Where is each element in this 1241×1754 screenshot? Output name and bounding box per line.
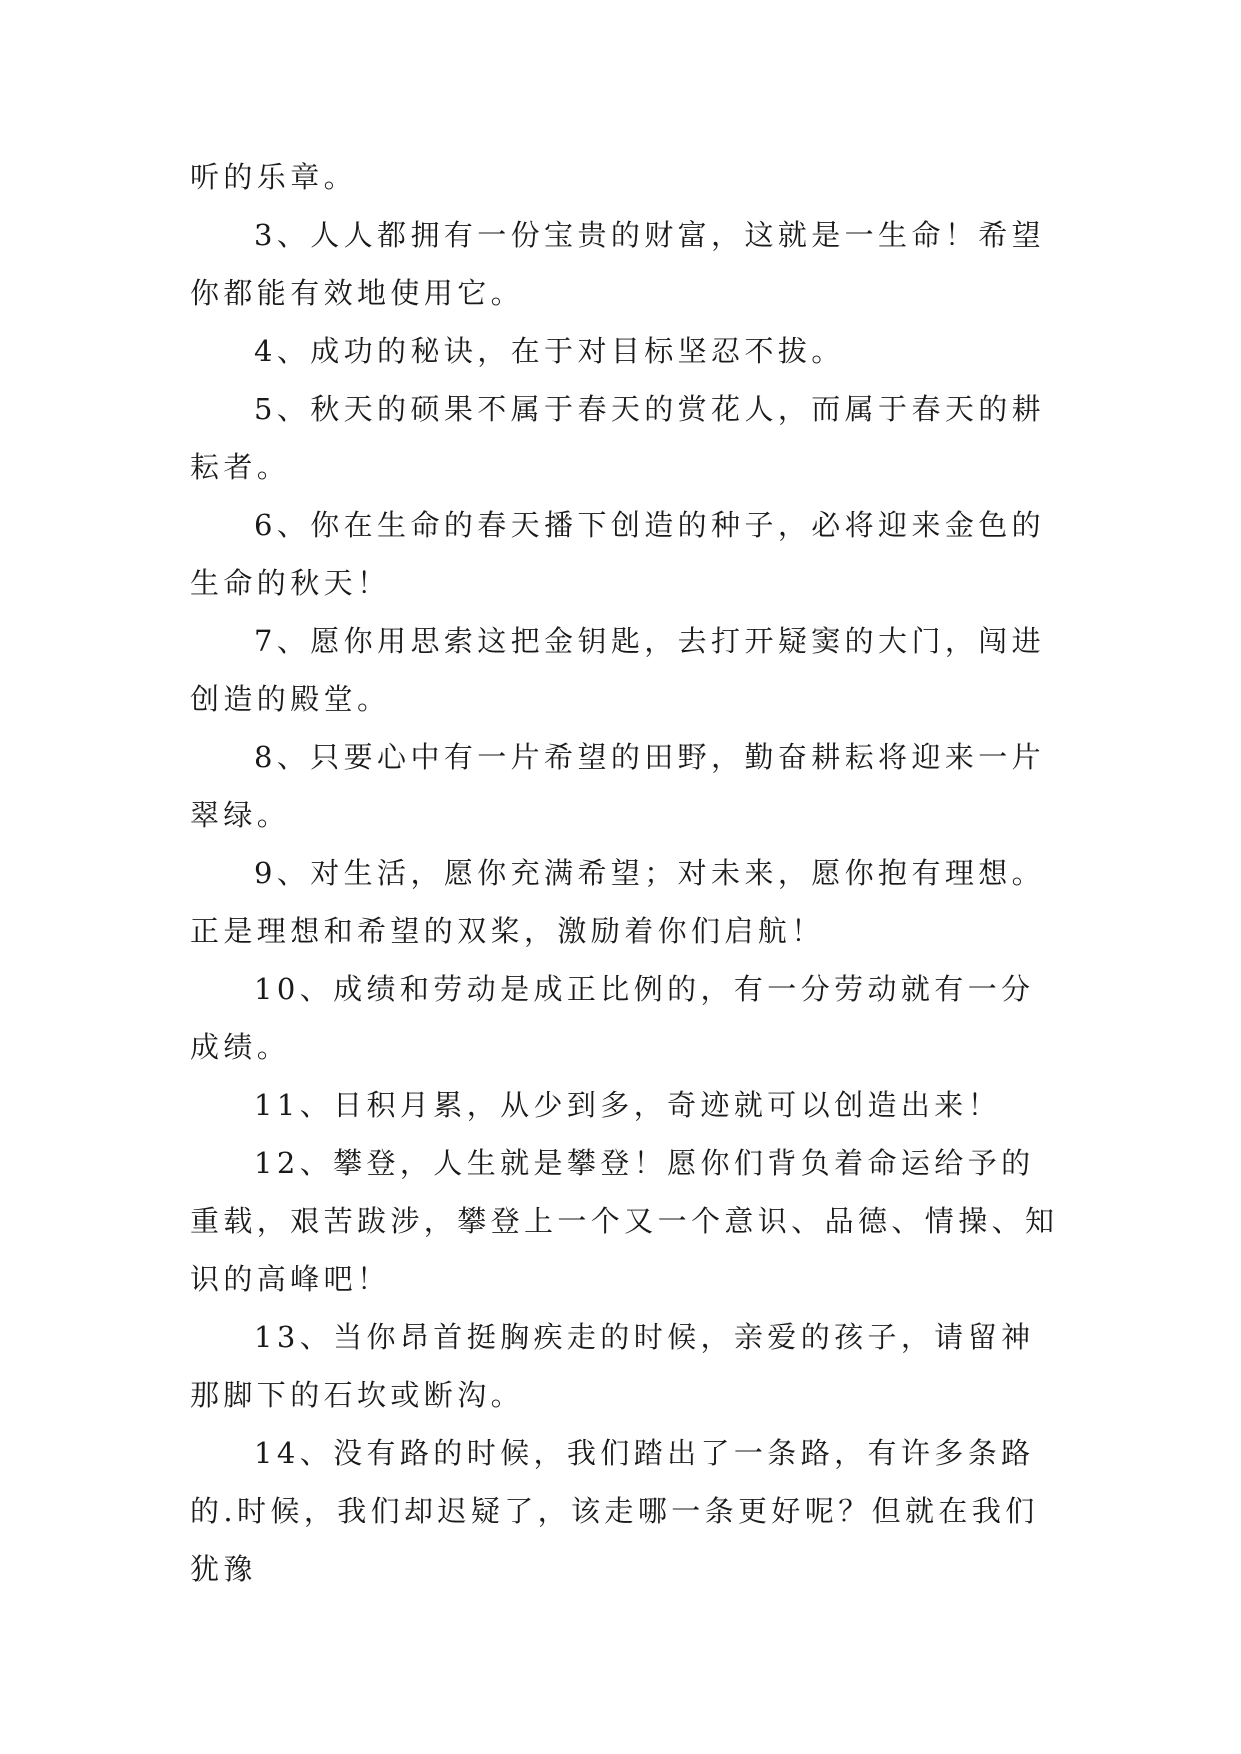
- paragraph-1: 听的乐章。: [190, 160, 358, 194]
- paragraph-6: 7、愿你用思索这把金钥匙，去打开疑窦的大门，闯进创造的殿堂。: [190, 624, 1046, 716]
- paragraph-4: 5、秋天的硕果不属于春天的赏花人，而属于春天的耕耘者。: [190, 392, 1046, 484]
- paragraph-12: 13、当你昂首挺胸疾走的时候，亲爱的孩子，请留神那脚下的石坎或断沟。: [190, 1320, 1035, 1412]
- paragraph-5: 6、你在生命的春天播下创造的种子，必将迎来金色的生命的秋天！: [190, 508, 1046, 600]
- paragraph-7: 8、只要心中有一片希望的田野，勤奋耕耘将迎来一片翠绿。: [190, 740, 1046, 832]
- paragraph-3: 4、成功的秘诀，在于对目标坚忍不拔。: [254, 334, 845, 368]
- paragraph-13: 14、没有路的时候，我们踏出了一条路，有许多条路的.时候，我们却迟疑了，该走哪一条更好呢？但就在我们犹豫: [190, 1436, 1039, 1586]
- document-body: [190, 148, 1060, 1598]
- paragraph-9: 10、成绩和劳动是成正比例的，有一分劳动就有一分成绩。: [190, 972, 1035, 1064]
- paragraph-2: 3、人人都拥有一份宝贵的财富，这就是一生命！希望你都能有效地使用它。: [190, 218, 1046, 310]
- paragraph-11: 12、攀登，人生就是攀登！愿你们背负着命运给予的重载，艰苦跋涉，攀登上一个又一个意识、品德、情操、知识的高峰吧！: [190, 1146, 1059, 1296]
- paragraph-8: 9、对生活，愿你充满希望；对未来，愿你抱有理想。正是理想和希望的双桨，激励着你们启航！: [190, 856, 1046, 948]
- paragraph-10: 11、日积月累，从少到多，奇迹就可以创造出来！: [254, 1088, 1002, 1122]
